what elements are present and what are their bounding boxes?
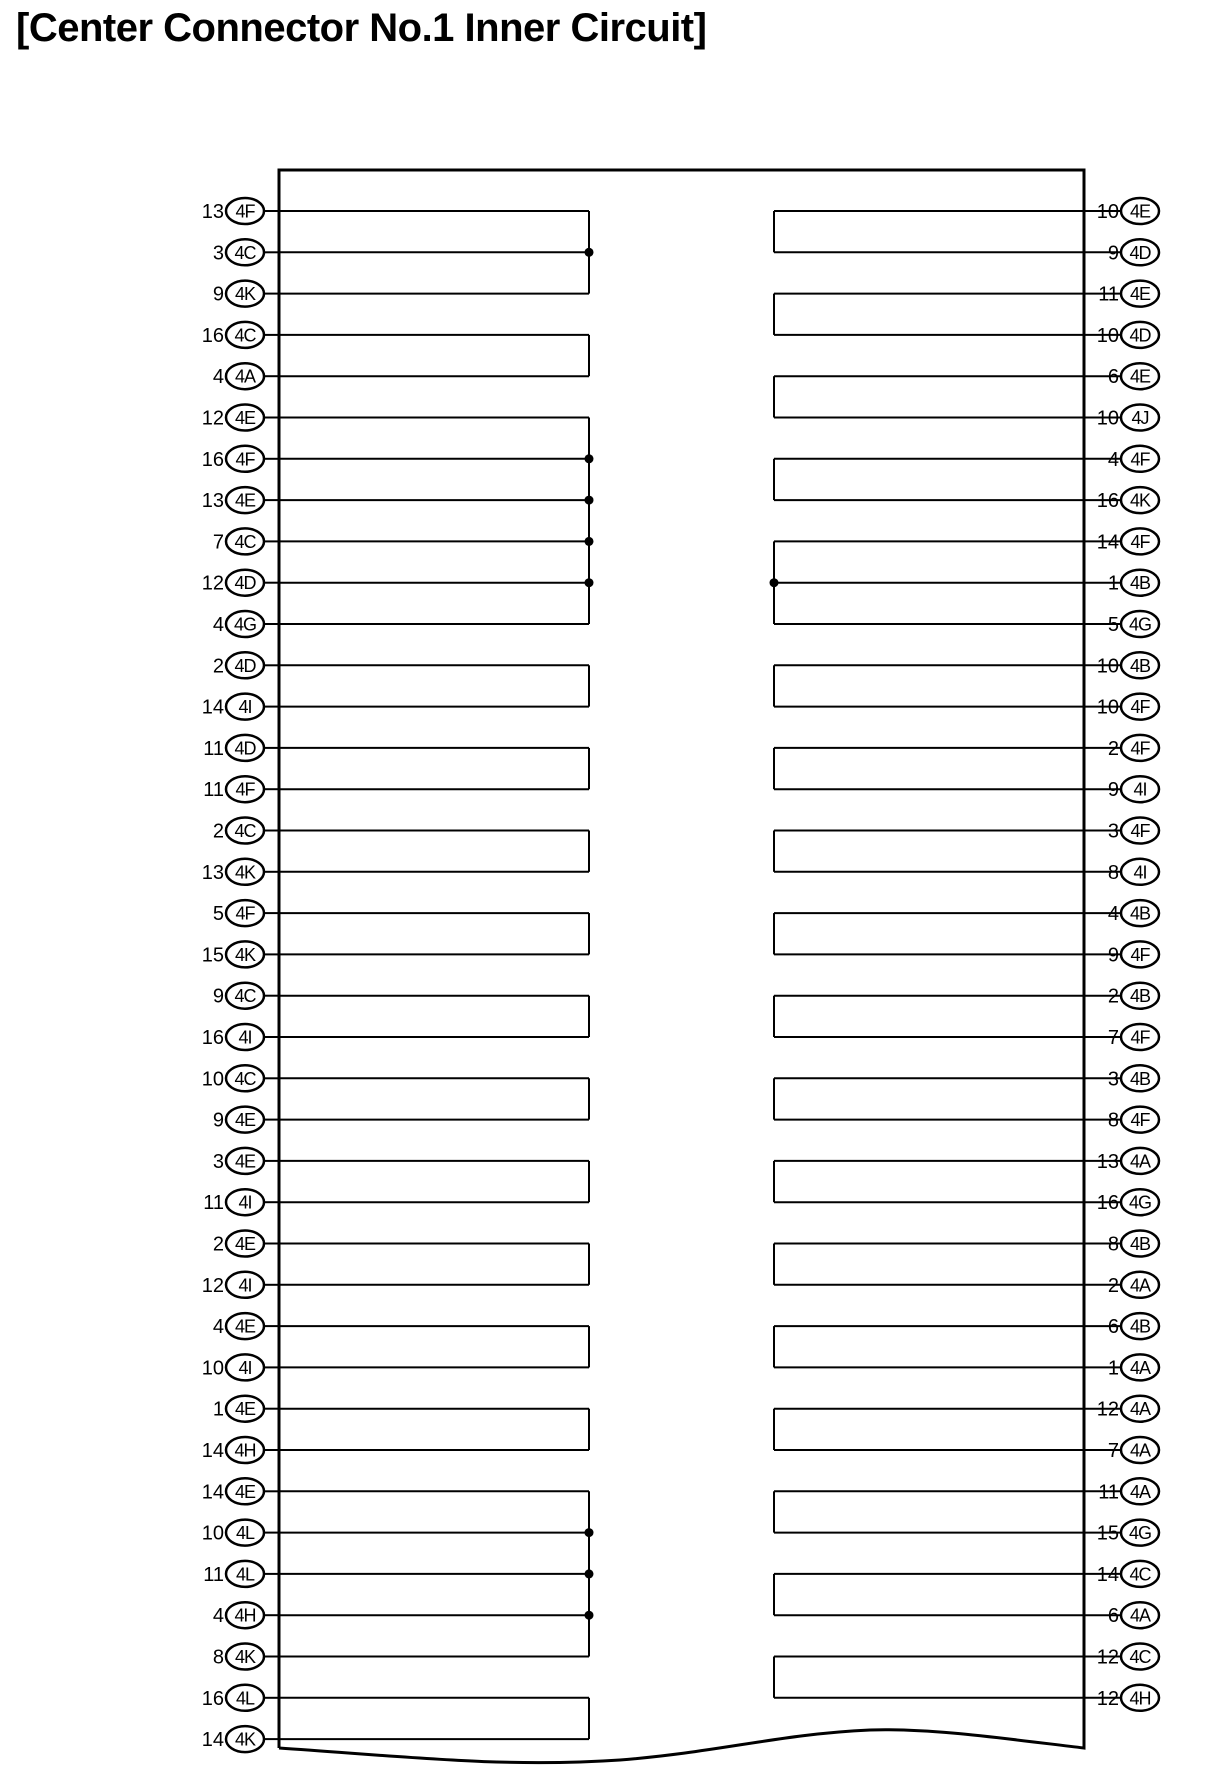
pin-number: 8: [212, 1646, 224, 1669]
left-circuit: [279, 1698, 589, 1739]
pin-number: 2: [1107, 1274, 1119, 1297]
left-circuit: [279, 1326, 589, 1367]
connector-id: 4E: [1129, 284, 1151, 305]
circuit-bus-lines: [279, 211, 1084, 1739]
right-terminal: [1084, 1602, 1159, 1628]
pin-number: 6: [1107, 1316, 1119, 1339]
pin-number: 14: [201, 1729, 224, 1752]
right-terminal: [1084, 735, 1159, 761]
pin-number: 2: [212, 820, 224, 843]
left-circuit: [279, 748, 589, 789]
connector-id: 4E: [1129, 366, 1151, 387]
connector-id: 4L: [235, 1523, 255, 1544]
right-terminal: [1084, 446, 1159, 472]
right-terminal: [1084, 652, 1159, 678]
connector-id: 4D: [234, 738, 256, 759]
connector-id: 4A: [1129, 1357, 1151, 1378]
right-circuit: [774, 1409, 1084, 1450]
connector-id: 4F: [1130, 821, 1150, 841]
connector-id: 4C: [1129, 1647, 1151, 1667]
left-terminal: [202, 859, 279, 885]
right-terminal: [1084, 859, 1159, 885]
pin-number: 9: [1107, 242, 1119, 265]
left-terminal: [202, 322, 279, 348]
left-terminal: [213, 239, 279, 265]
left-circuit: [279, 831, 589, 872]
pin-number: 9: [212, 1109, 224, 1132]
pin-number: 10: [1096, 696, 1119, 719]
pin-number: 3: [212, 1150, 224, 1173]
left-terminal: [203, 1561, 279, 1587]
left-terminal: [202, 570, 279, 596]
pin-number: 12: [1096, 1646, 1119, 1669]
pin-number: 10: [201, 1068, 224, 1091]
right-terminal: [1084, 694, 1159, 720]
left-terminal: [202, 198, 279, 224]
junction-dot: [585, 1569, 594, 1578]
left-terminal: [213, 1644, 279, 1670]
right-terminal: [1084, 1272, 1159, 1298]
connector-id: 4I: [238, 1275, 252, 1296]
left-terminals: [202, 198, 279, 1752]
pin-number: 14: [201, 696, 224, 719]
pin-number: 6: [1107, 366, 1119, 389]
left-terminal: [213, 983, 279, 1009]
connector-id: 4B: [1129, 655, 1151, 676]
pin-number: 16: [201, 1687, 224, 1710]
connector-id: 4D: [234, 655, 256, 676]
left-terminal: [203, 735, 279, 761]
pin-number: 10: [201, 1357, 224, 1380]
right-circuit: [774, 1574, 1084, 1615]
pin-number: 1: [212, 1398, 224, 1421]
connector-outline: [279, 170, 1084, 1763]
connector-id: 4I: [238, 1357, 252, 1378]
connector-id: 4B: [1129, 1234, 1151, 1254]
right-terminal: [1084, 405, 1159, 431]
connector-id: 4A: [1129, 1399, 1151, 1420]
connector-id: 4C: [234, 242, 256, 263]
left-circuit: [279, 665, 589, 706]
pin-number: 13: [1096, 1150, 1119, 1173]
connector-id: 4F: [1130, 1110, 1150, 1131]
connector-id: 4E: [234, 408, 256, 428]
pin-number: 3: [1107, 820, 1119, 843]
pin-number: 11: [203, 737, 224, 760]
pin-number: 13: [201, 201, 224, 223]
right-terminal: [1084, 900, 1159, 926]
pin-number: 4: [212, 614, 224, 636]
connector-id: 4C: [234, 325, 256, 346]
connector-id: 4F: [1130, 1027, 1150, 1048]
pin-number: 14: [1096, 1563, 1119, 1586]
right-terminal: [1084, 487, 1159, 513]
pin-number: 13: [201, 861, 224, 884]
pin-number: 4: [212, 1316, 224, 1339]
connector-id: 4A: [1129, 1440, 1151, 1461]
right-circuit: [774, 376, 1084, 417]
pin-number: 7: [212, 531, 224, 554]
right-terminals: [1084, 198, 1159, 1711]
right-terminal: [1084, 239, 1159, 265]
pin-number: 9: [1107, 944, 1119, 967]
left-terminal: [213, 281, 279, 307]
left-terminal: [213, 652, 279, 678]
connector-id: 4D: [1129, 325, 1151, 346]
connector-id: 4I: [238, 1027, 252, 1048]
right-circuit: [774, 1244, 1084, 1285]
junction-dot: [585, 537, 594, 546]
right-circuit: [774, 1078, 1084, 1119]
pin-number: 8: [1107, 1109, 1119, 1132]
connector-frame: [279, 170, 1084, 1763]
left-circuit: [279, 211, 594, 294]
connector-id: 4L: [235, 1688, 255, 1709]
connector-id: 4D: [234, 573, 256, 594]
left-terminal: [202, 1520, 279, 1546]
connector-id: 4C: [1129, 1564, 1151, 1585]
connector-id: 4J: [1131, 408, 1149, 428]
connector-id: 4B: [1129, 573, 1151, 594]
pin-number: 10: [1096, 655, 1119, 678]
left-terminal: [202, 941, 279, 967]
junction-dot: [770, 578, 779, 587]
pin-number: 4: [1107, 448, 1119, 471]
right-circuit: [774, 459, 1084, 500]
connector-id: 4A: [1129, 1275, 1151, 1296]
right-terminal: [1084, 1107, 1159, 1133]
connector-id: 4E: [234, 1316, 256, 1337]
pin-number: 12: [1096, 1398, 1119, 1421]
left-terminal: [213, 1231, 279, 1257]
connector-id: 4B: [1129, 1316, 1151, 1337]
connector-id: 4I: [238, 1192, 252, 1213]
page-title: [Center Connector No.1 Inner Circuit]: [16, 6, 707, 50]
right-circuit: [774, 831, 1084, 872]
left-terminal: [213, 1396, 279, 1422]
right-circuit: [774, 1161, 1084, 1202]
pin-number: 16: [1096, 490, 1119, 513]
pin-number: 8: [1107, 1233, 1119, 1256]
connector-id: 4H: [234, 1440, 256, 1461]
junction-dot: [585, 454, 594, 463]
right-terminal: [1084, 1644, 1159, 1670]
connector-id: 4C: [234, 821, 256, 841]
right-circuit: [774, 748, 1084, 789]
pin-number: 10: [1096, 407, 1119, 430]
pin-number: 16: [201, 324, 224, 347]
pin-number: 7: [1107, 1027, 1119, 1049]
connector-id: 4F: [1130, 531, 1150, 552]
left-terminal: [202, 1272, 279, 1298]
pin-number: 2: [212, 1233, 224, 1256]
connector-id: 4A: [1129, 1151, 1151, 1172]
right-terminal: [1084, 1024, 1159, 1050]
right-circuit: [774, 913, 1084, 954]
connector-id: 4E: [234, 1110, 256, 1131]
connector-id: 4E: [234, 1399, 256, 1420]
right-terminal: [1084, 941, 1159, 967]
right-terminal: [1084, 1065, 1159, 1091]
left-terminal: [202, 1437, 279, 1463]
right-terminal: [1084, 570, 1159, 596]
left-terminal: [213, 611, 279, 637]
connector-id: 4K: [234, 284, 256, 305]
right-terminal: [1084, 611, 1159, 637]
left-terminal: [213, 363, 279, 389]
left-terminal: [202, 1065, 279, 1091]
pin-number: 14: [1096, 531, 1119, 554]
pin-number: 14: [201, 1440, 224, 1462]
pin-number: 16: [201, 1027, 224, 1049]
right-terminal: [1084, 1561, 1159, 1587]
right-terminal: [1084, 198, 1159, 224]
connector-id: 4F: [235, 201, 255, 222]
connector-id: 4B: [1129, 986, 1151, 1007]
pin-number: 14: [201, 1481, 224, 1504]
left-terminal: [202, 487, 279, 513]
right-terminal: [1084, 528, 1159, 554]
connector-id: 4F: [235, 779, 255, 800]
pin-number: 12: [201, 572, 224, 595]
connector-id: 4E: [1129, 201, 1151, 222]
pin-number: 12: [201, 407, 224, 430]
right-terminal: [1084, 1396, 1159, 1422]
junction-dot: [585, 578, 594, 587]
pin-number: 9: [212, 283, 224, 306]
pin-number: 4: [212, 366, 224, 389]
right-terminal: [1084, 1313, 1159, 1339]
connector-id: 4G: [233, 614, 257, 635]
left-terminal: [213, 818, 279, 844]
pin-number: 12: [1096, 1687, 1119, 1710]
left-terminal: [202, 1354, 279, 1380]
left-terminal: [213, 1602, 279, 1628]
left-terminal: [202, 1024, 279, 1050]
junction-dot: [585, 248, 594, 257]
pin-number: 10: [1096, 324, 1119, 347]
left-terminal: [203, 776, 279, 802]
connector-id: 4K: [234, 1647, 256, 1667]
pin-number: 11: [1098, 283, 1119, 306]
right-terminal: [1084, 983, 1159, 1009]
left-terminal: [202, 694, 279, 720]
pin-number: 13: [201, 490, 224, 513]
left-circuit: [279, 335, 589, 376]
connector-id: 4F: [235, 449, 255, 470]
junction-dot: [585, 496, 594, 505]
pin-number: 4: [1107, 903, 1119, 926]
right-terminal: [1084, 1520, 1159, 1546]
connector-id: 4G: [1128, 1523, 1152, 1544]
right-terminal: [1084, 1231, 1159, 1257]
left-terminal: [202, 1478, 279, 1504]
pin-number: 5: [1107, 614, 1119, 636]
connector-id: 4E: [234, 1151, 256, 1172]
left-terminal: [202, 1685, 279, 1711]
right-circuit: [774, 1491, 1084, 1532]
connector-id: 4G: [1128, 1192, 1152, 1213]
left-circuit: [279, 418, 594, 625]
right-circuit: [774, 211, 1084, 252]
connector-id: 4F: [235, 903, 255, 924]
right-terminal: [1084, 1189, 1159, 1215]
left-circuit: [279, 1078, 589, 1119]
connector-id: 4F: [1130, 738, 1150, 759]
right-terminal: [1084, 1478, 1159, 1504]
junction-dot: [585, 1528, 594, 1537]
connector-id: 4A: [1129, 1481, 1151, 1502]
pin-number: 4: [212, 1605, 224, 1628]
right-circuit: [774, 1657, 1084, 1698]
pin-number: 9: [212, 985, 224, 1008]
left-terminal: [202, 405, 279, 431]
pin-number: 9: [1107, 779, 1119, 802]
pin-number: 2: [1107, 985, 1119, 1008]
right-terminal: [1084, 281, 1159, 307]
pin-number: 15: [201, 944, 224, 967]
right-terminal: [1084, 1685, 1159, 1711]
left-terminal: [202, 1726, 279, 1752]
pin-number: 16: [201, 448, 224, 471]
connector-id: 4F: [1130, 697, 1150, 718]
left-terminal: [213, 1107, 279, 1133]
pin-number: 11: [1098, 1481, 1119, 1504]
connector-id: 4I: [238, 697, 252, 718]
connector-id: 4G: [1128, 614, 1152, 635]
connector-id: 4K: [234, 1729, 256, 1750]
pin-number: 5: [212, 903, 224, 926]
right-circuit: [774, 294, 1084, 335]
left-terminal: [213, 1313, 279, 1339]
pin-number: 6: [1107, 1605, 1119, 1628]
right-terminal: [1084, 776, 1159, 802]
right-terminal: [1084, 1354, 1159, 1380]
pin-number: 15: [1096, 1522, 1119, 1545]
connector-id: 4C: [234, 1068, 256, 1089]
pin-number: 12: [201, 1274, 224, 1297]
left-circuit: [279, 1161, 589, 1202]
connector-id: 4H: [1129, 1688, 1151, 1709]
right-terminal: [1084, 363, 1159, 389]
right-terminal: [1084, 322, 1159, 348]
pin-number: 10: [1096, 201, 1119, 223]
connector-id: 4K: [234, 944, 256, 965]
connector-id: 4K: [234, 862, 256, 883]
junction-dot: [585, 1611, 594, 1620]
pin-number: 1: [1107, 572, 1119, 595]
left-terminal: [213, 1148, 279, 1174]
left-terminal: [213, 528, 279, 554]
pin-number: 10: [201, 1522, 224, 1545]
pin-number: 8: [1107, 861, 1119, 884]
left-terminal: [203, 1189, 279, 1215]
connector-id: 4B: [1129, 1068, 1151, 1089]
connector-id: 4E: [234, 490, 256, 511]
left-circuit: [279, 1409, 589, 1450]
connector-id: 4D: [1129, 242, 1151, 263]
right-circuit: [774, 996, 1084, 1037]
pin-number: 11: [203, 779, 224, 802]
pin-number: 16: [1096, 1192, 1119, 1215]
connector-id: 4F: [1130, 449, 1150, 470]
pin-number: 2: [212, 655, 224, 678]
pin-number: 3: [212, 242, 224, 265]
pin-number: 3: [1107, 1068, 1119, 1091]
right-circuit: [770, 541, 1085, 624]
right-circuit: [774, 1326, 1084, 1367]
right-terminal: [1084, 1437, 1159, 1463]
connector-id: 4E: [234, 1481, 256, 1502]
left-circuit: [279, 996, 589, 1037]
connector-id: 4C: [234, 531, 256, 552]
connector-id: 4H: [234, 1605, 256, 1626]
left-terminal: [202, 446, 279, 472]
connector-id: 4C: [234, 986, 256, 1007]
left-circuit: [279, 1491, 594, 1656]
pin-number: 7: [1107, 1440, 1119, 1462]
pin-number: 2: [1107, 737, 1119, 760]
connector-id: 4F: [1130, 944, 1150, 965]
right-terminal: [1084, 1148, 1159, 1174]
pin-number: 11: [203, 1192, 224, 1215]
right-terminal: [1084, 818, 1159, 844]
left-terminal: [213, 900, 279, 926]
left-circuit: [279, 1244, 589, 1285]
connector-id: 4I: [1133, 862, 1147, 883]
connector-id: 4I: [1133, 779, 1147, 800]
pin-number: 11: [203, 1563, 224, 1586]
pin-number: 1: [1107, 1357, 1119, 1380]
left-circuit: [279, 913, 589, 954]
connector-id: 4A: [1129, 1605, 1151, 1626]
right-circuit: [774, 665, 1084, 706]
connector-id: 4A: [234, 366, 256, 387]
connector-id: 4L: [235, 1564, 255, 1585]
connector-id: 4K: [1129, 490, 1151, 511]
connector-id: 4B: [1129, 903, 1151, 924]
connector-id: 4E: [234, 1234, 256, 1254]
